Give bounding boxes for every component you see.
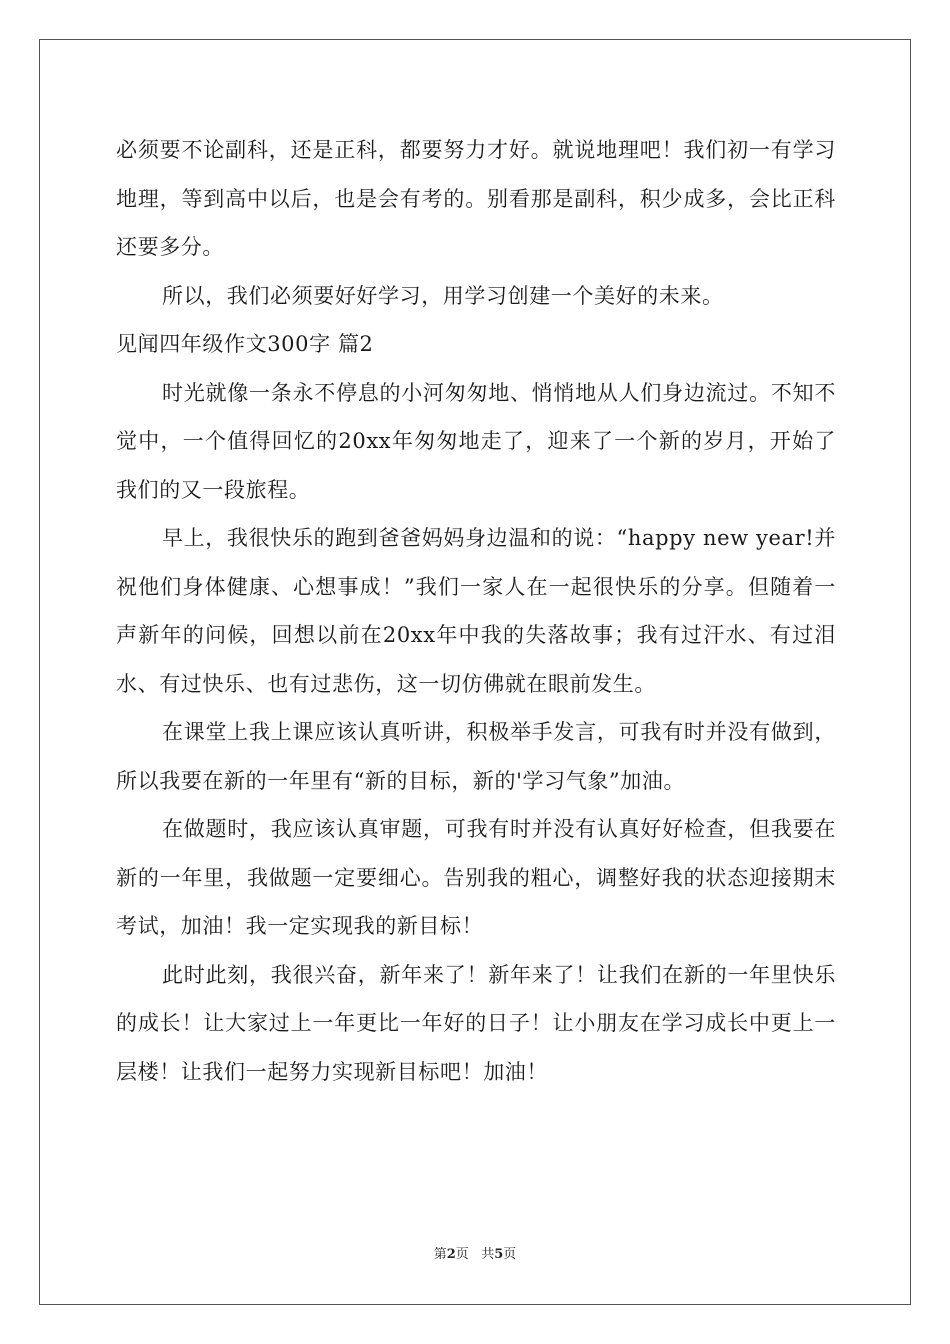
- paragraph: 此时此刻，我很兴奋，新年来了！新年来了！让我们在新的一年里快乐的成长！让大家过上一年更比一年好的日子！让小朋友在学习成长中更上一层楼！让我们一起努力实现新目标吧！加油！: [116, 962, 836, 1084]
- paragraph: 所以，我们必须要好好学习，用学习创建一个美好的未来。: [162, 283, 724, 308]
- paragraph: 时光就像一条永不停息的小河匆匆地、悄悄地从人们身边流过。不知不觉中，一个值得回忆的20xx年匆匆地走了，迎来了一个新的岁月，开始了我们的又一段旅程。: [116, 380, 836, 502]
- document-body: [116, 126, 836, 1096]
- footer-suffix: 页: [503, 1247, 517, 1262]
- paragraph: 在课堂上我上课应该认真听讲，积极举手发言，可我有时并没有做到，所以我要在新的一年里有“新的目标，新的'学习气象”加油。: [116, 720, 836, 793]
- total-page-count: 5: [494, 1247, 504, 1262]
- footer-prefix: 第: [433, 1247, 447, 1262]
- page-footer: [0, 1246, 950, 1264]
- paragraph: 在做题时，我应该认真审题，可我有时并没有认真好好检查，但我要在新的一年里，我做题一定要细心。告别我的粗心，调整好我的状态迎接期末考试，加油！我一定实现我的新目标！: [116, 817, 836, 938]
- footer-middle: 页 共: [455, 1247, 495, 1262]
- paragraph: 早上，我很快乐的跑到爸爸妈妈身边温和的说：“happy new year!并祝他们身体健康、心想事成！”我们一家人在一起很快乐的分享。但随着一声新年的问候，回想以前在20xx年中我的失落故事；我有过汗水、有过泪水、有过快乐、也有过悲伤，这一切仿佛就在眼前发生。: [116, 526, 836, 696]
- current-page-number: 2: [446, 1247, 456, 1262]
- section-heading: 见闻四年级作文300字 篇2: [116, 332, 374, 356]
- paragraph: 必须要不论副科，还是正科，都要努力才好。就说地理吧！我们初一有学习地理，等到高中以后，也是会有考的。别看那是副科，积少成多，会比正科还要多分。: [116, 138, 836, 259]
